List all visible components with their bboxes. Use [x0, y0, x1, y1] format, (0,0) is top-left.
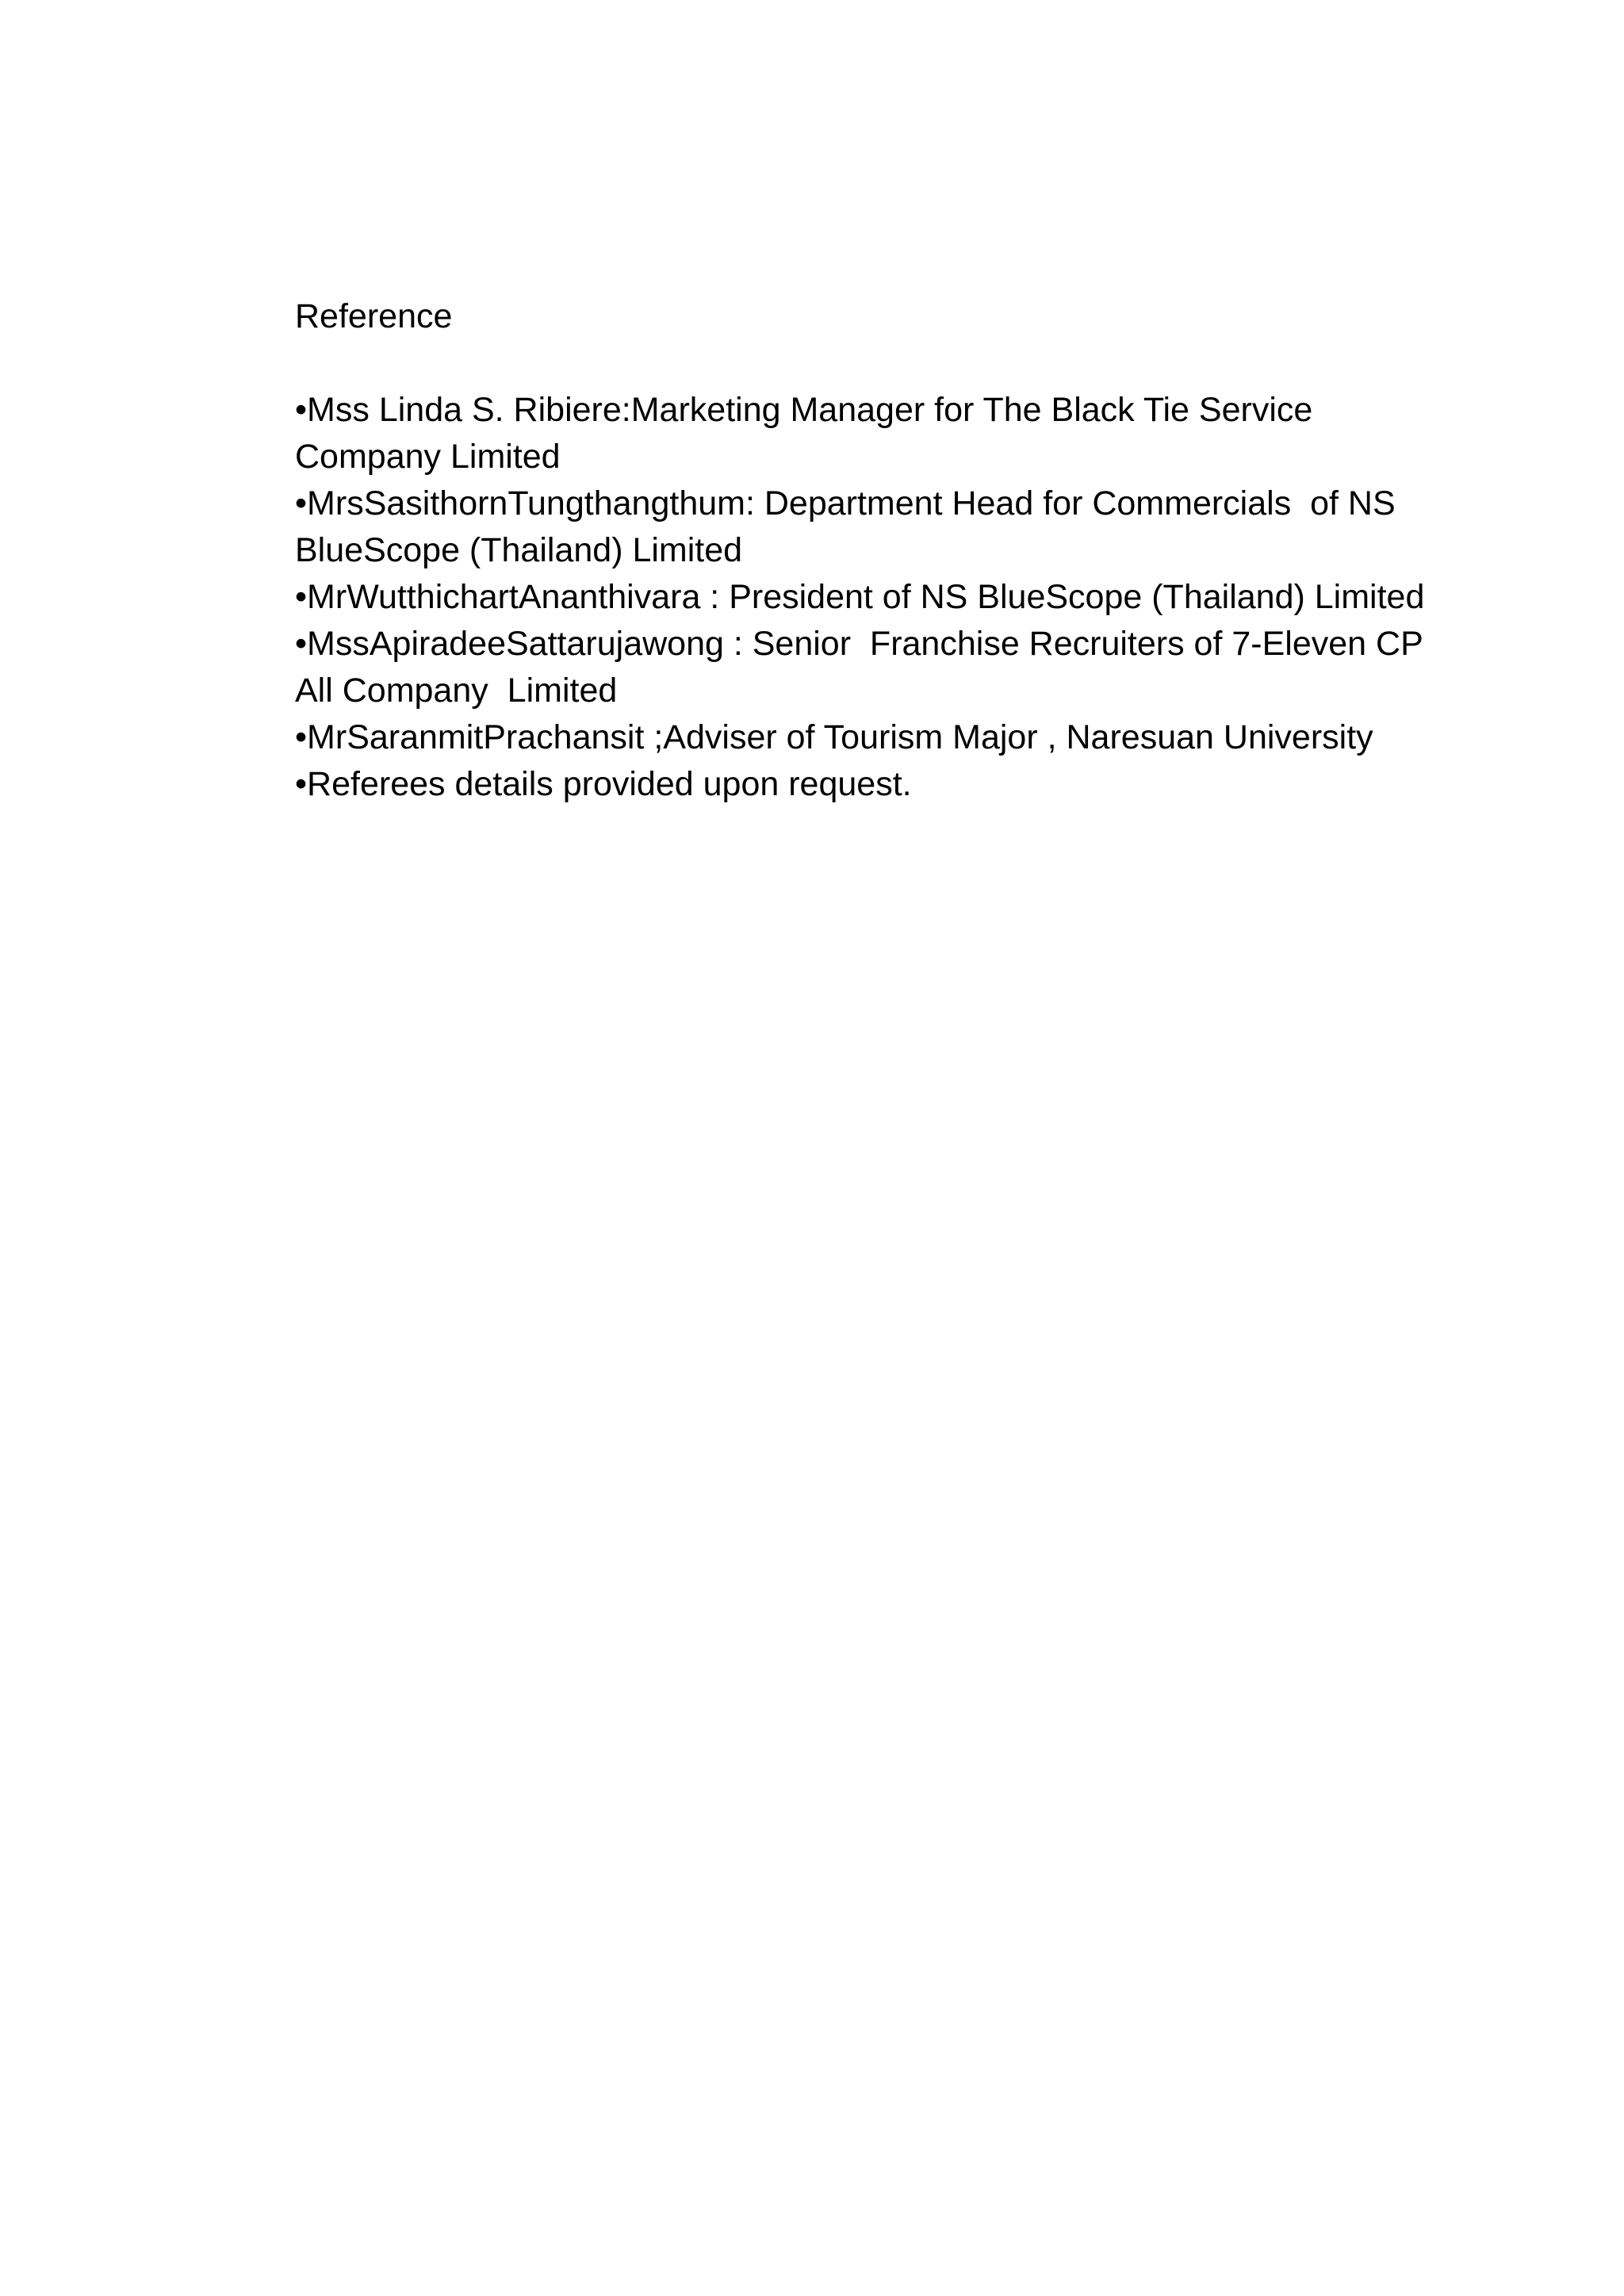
reference-item: •Mss Linda S. Ribiere:Marketing Manager for The Black Tie Service Company Limited [295, 391, 1323, 476]
reference-list [295, 387, 1453, 808]
reference-item: •Referees details provided upon request. [295, 765, 912, 803]
reference-item: •MssApiradeeSattarujawong : Senior Franchise Recruiters of 7-Eleven CP All Company Limited [295, 625, 1431, 710]
reference-item: •MrsSasithornTungthangthum: Department Head for Commercials of NS BlueScope (Thailand) Limited [295, 484, 1405, 569]
reference-heading: Reference [295, 297, 453, 335]
reference-item: •MrWutthichartAnanthivara : President of NS BlueScope (Thailand) Limited [295, 578, 1425, 616]
reference-item: •MrSaranmitPrachansit ;Adviser of Tourism Major , Naresuan University [295, 718, 1373, 756]
document-content [295, 293, 1453, 808]
